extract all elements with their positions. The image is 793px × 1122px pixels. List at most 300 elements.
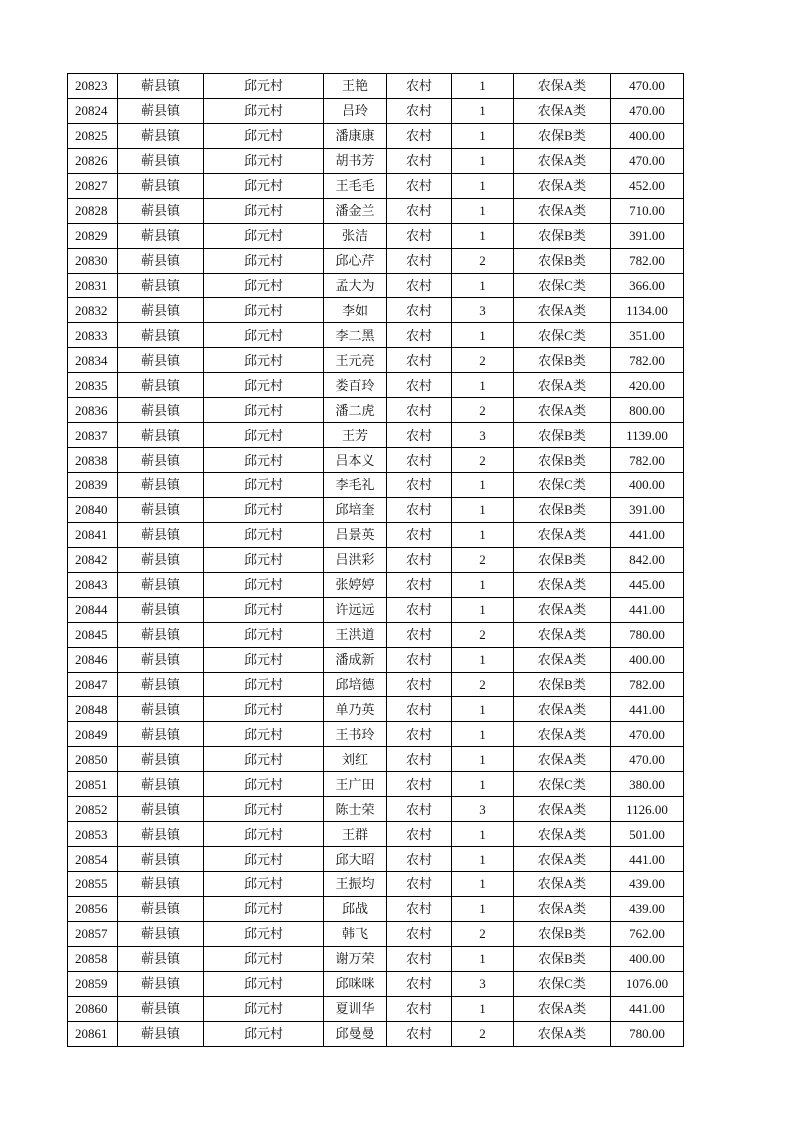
town-cell: 蕲县镇 xyxy=(118,423,204,448)
household-type-cell: 农村 xyxy=(387,722,452,747)
village-cell: 邱元村 xyxy=(204,921,324,946)
amount-cell: 452.00 xyxy=(611,173,684,198)
insurance-category-cell: 农保B类 xyxy=(514,672,611,697)
amount-cell: 366.00 xyxy=(611,273,684,298)
person-name-cell: 王振均 xyxy=(324,872,387,897)
household-size-cell: 1 xyxy=(452,572,514,597)
record-id-cell: 20855 xyxy=(68,872,118,897)
record-id-cell: 20823 xyxy=(68,74,118,99)
amount-cell: 441.00 xyxy=(611,597,684,622)
village-cell: 邱元村 xyxy=(204,98,324,123)
insurance-category-cell: 农保A类 xyxy=(514,697,611,722)
person-name-cell: 吕洪彩 xyxy=(324,547,387,572)
household-type-cell: 农村 xyxy=(387,298,452,323)
record-id-cell: 20836 xyxy=(68,398,118,423)
table-row xyxy=(68,547,684,572)
insurance-category-cell: 农保A类 xyxy=(514,872,611,897)
person-name-cell: 邱培奎 xyxy=(324,497,387,522)
town-cell: 蕲县镇 xyxy=(118,872,204,897)
amount-cell: 780.00 xyxy=(611,1021,684,1046)
insurance-category-cell: 农保C类 xyxy=(514,473,611,498)
record-id-cell: 20831 xyxy=(68,273,118,298)
household-size-cell: 1 xyxy=(452,223,514,248)
person-name-cell: 邱战 xyxy=(324,896,387,921)
amount-cell: 391.00 xyxy=(611,223,684,248)
person-name-cell: 陈士荣 xyxy=(324,797,387,822)
household-type-cell: 农村 xyxy=(387,98,452,123)
household-size-cell: 2 xyxy=(452,248,514,273)
town-cell: 蕲县镇 xyxy=(118,647,204,672)
record-id-cell: 20861 xyxy=(68,1021,118,1046)
person-name-cell: 王毛毛 xyxy=(324,173,387,198)
insurance-category-cell: 农保B类 xyxy=(514,348,611,373)
village-cell: 邱元村 xyxy=(204,323,324,348)
household-type-cell: 农村 xyxy=(387,323,452,348)
table-row xyxy=(68,946,684,971)
insurance-category-cell: 农保A类 xyxy=(514,572,611,597)
table-row xyxy=(68,772,684,797)
insurance-category-cell: 农保B类 xyxy=(514,248,611,273)
table-row xyxy=(68,797,684,822)
record-id-cell: 20843 xyxy=(68,572,118,597)
insurance-category-cell: 农保A类 xyxy=(514,522,611,547)
household-type-cell: 农村 xyxy=(387,148,452,173)
town-cell: 蕲县镇 xyxy=(118,697,204,722)
table-row xyxy=(68,273,684,298)
village-cell: 邱元村 xyxy=(204,946,324,971)
household-size-cell: 2 xyxy=(452,547,514,572)
insurance-category-cell: 农保A类 xyxy=(514,797,611,822)
town-cell: 蕲县镇 xyxy=(118,672,204,697)
amount-cell: 441.00 xyxy=(611,847,684,872)
town-cell: 蕲县镇 xyxy=(118,996,204,1021)
town-cell: 蕲县镇 xyxy=(118,971,204,996)
town-cell: 蕲县镇 xyxy=(118,148,204,173)
person-name-cell: 邱咪咪 xyxy=(324,971,387,996)
record-id-cell: 20856 xyxy=(68,896,118,921)
amount-cell: 800.00 xyxy=(611,398,684,423)
household-type-cell: 农村 xyxy=(387,996,452,1021)
insurance-category-cell: 农保A类 xyxy=(514,896,611,921)
village-cell: 邱元村 xyxy=(204,398,324,423)
record-id-cell: 20858 xyxy=(68,946,118,971)
household-type-cell: 农村 xyxy=(387,896,452,921)
table-row xyxy=(68,298,684,323)
town-cell: 蕲县镇 xyxy=(118,522,204,547)
table-row xyxy=(68,74,684,99)
household-type-cell: 农村 xyxy=(387,872,452,897)
household-type-cell: 农村 xyxy=(387,398,452,423)
record-id-cell: 20840 xyxy=(68,497,118,522)
person-name-cell: 吕景英 xyxy=(324,522,387,547)
insurance-category-cell: 农保A类 xyxy=(514,373,611,398)
insurance-category-cell: 农保B类 xyxy=(514,946,611,971)
household-type-cell: 农村 xyxy=(387,522,452,547)
town-cell: 蕲县镇 xyxy=(118,298,204,323)
village-cell: 邱元村 xyxy=(204,697,324,722)
amount-cell: 420.00 xyxy=(611,373,684,398)
village-cell: 邱元村 xyxy=(204,672,324,697)
insurance-category-cell: 农保B类 xyxy=(514,921,611,946)
household-type-cell: 农村 xyxy=(387,173,452,198)
insurance-category-cell: 农保B类 xyxy=(514,547,611,572)
household-type-cell: 农村 xyxy=(387,273,452,298)
record-id-cell: 20845 xyxy=(68,622,118,647)
village-cell: 邱元村 xyxy=(204,597,324,622)
household-type-cell: 农村 xyxy=(387,373,452,398)
town-cell: 蕲县镇 xyxy=(118,597,204,622)
household-type-cell: 农村 xyxy=(387,772,452,797)
table-row xyxy=(68,896,684,921)
person-name-cell: 王元亮 xyxy=(324,348,387,373)
town-cell: 蕲县镇 xyxy=(118,547,204,572)
amount-cell: 400.00 xyxy=(611,123,684,148)
person-name-cell: 潘金兰 xyxy=(324,198,387,223)
record-id-cell: 20847 xyxy=(68,672,118,697)
town-cell: 蕲县镇 xyxy=(118,946,204,971)
town-cell: 蕲县镇 xyxy=(118,497,204,522)
insurance-category-cell: 农保B类 xyxy=(514,448,611,473)
table-row xyxy=(68,1021,684,1046)
household-size-cell: 1 xyxy=(452,697,514,722)
person-name-cell: 吕本义 xyxy=(324,448,387,473)
table-row xyxy=(68,398,684,423)
household-type-cell: 农村 xyxy=(387,672,452,697)
insurance-category-cell: 农保B类 xyxy=(514,497,611,522)
household-type-cell: 农村 xyxy=(387,497,452,522)
village-cell: 邱元村 xyxy=(204,797,324,822)
record-id-cell: 20848 xyxy=(68,697,118,722)
table-row xyxy=(68,423,684,448)
amount-cell: 782.00 xyxy=(611,448,684,473)
insurance-category-cell: 农保A类 xyxy=(514,747,611,772)
household-size-cell: 3 xyxy=(452,971,514,996)
town-cell: 蕲县镇 xyxy=(118,323,204,348)
village-cell: 邱元村 xyxy=(204,248,324,273)
amount-cell: 762.00 xyxy=(611,921,684,946)
insurance-category-cell: 农保A类 xyxy=(514,1021,611,1046)
amount-cell: 782.00 xyxy=(611,672,684,697)
person-name-cell: 张洁 xyxy=(324,223,387,248)
amount-cell: 470.00 xyxy=(611,148,684,173)
insurance-category-cell: 农保A类 xyxy=(514,822,611,847)
record-id-cell: 20829 xyxy=(68,223,118,248)
household-size-cell: 1 xyxy=(452,772,514,797)
village-cell: 邱元村 xyxy=(204,896,324,921)
insurance-category-cell: 农保A类 xyxy=(514,622,611,647)
record-id-cell: 20837 xyxy=(68,423,118,448)
table-row xyxy=(68,971,684,996)
insurance-category-cell: 农保A类 xyxy=(514,298,611,323)
village-cell: 邱元村 xyxy=(204,847,324,872)
amount-cell: 1134.00 xyxy=(611,298,684,323)
village-cell: 邱元村 xyxy=(204,572,324,597)
amount-cell: 842.00 xyxy=(611,547,684,572)
amount-cell: 400.00 xyxy=(611,473,684,498)
person-name-cell: 许远远 xyxy=(324,597,387,622)
person-name-cell: 邱心芹 xyxy=(324,248,387,273)
record-id-cell: 20853 xyxy=(68,822,118,847)
village-cell: 邱元村 xyxy=(204,74,324,99)
village-cell: 邱元村 xyxy=(204,273,324,298)
table-row xyxy=(68,872,684,897)
town-cell: 蕲县镇 xyxy=(118,572,204,597)
village-cell: 邱元村 xyxy=(204,448,324,473)
village-cell: 邱元村 xyxy=(204,822,324,847)
person-name-cell: 王群 xyxy=(324,822,387,847)
household-size-cell: 1 xyxy=(452,996,514,1021)
household-size-cell: 1 xyxy=(452,273,514,298)
village-cell: 邱元村 xyxy=(204,747,324,772)
village-cell: 邱元村 xyxy=(204,872,324,897)
village-cell: 邱元村 xyxy=(204,547,324,572)
village-cell: 邱元村 xyxy=(204,148,324,173)
household-size-cell: 2 xyxy=(452,448,514,473)
person-name-cell: 王洪道 xyxy=(324,622,387,647)
amount-cell: 1139.00 xyxy=(611,423,684,448)
table-row xyxy=(68,448,684,473)
household-type-cell: 农村 xyxy=(387,946,452,971)
insurance-category-cell: 农保C类 xyxy=(514,772,611,797)
insurance-category-cell: 农保B类 xyxy=(514,223,611,248)
town-cell: 蕲县镇 xyxy=(118,348,204,373)
household-size-cell: 1 xyxy=(452,872,514,897)
insurance-category-cell: 农保A类 xyxy=(514,74,611,99)
person-name-cell: 谢万荣 xyxy=(324,946,387,971)
village-cell: 邱元村 xyxy=(204,473,324,498)
town-cell: 蕲县镇 xyxy=(118,98,204,123)
record-id-cell: 20826 xyxy=(68,148,118,173)
insurance-category-cell: 农保A类 xyxy=(514,148,611,173)
person-name-cell: 张婷婷 xyxy=(324,572,387,597)
town-cell: 蕲县镇 xyxy=(118,622,204,647)
town-cell: 蕲县镇 xyxy=(118,398,204,423)
village-cell: 邱元村 xyxy=(204,971,324,996)
amount-cell: 1076.00 xyxy=(611,971,684,996)
household-type-cell: 农村 xyxy=(387,1021,452,1046)
table-row xyxy=(68,98,684,123)
household-size-cell: 1 xyxy=(452,747,514,772)
insurance-category-cell: 农保A类 xyxy=(514,398,611,423)
person-name-cell: 潘康康 xyxy=(324,123,387,148)
village-cell: 邱元村 xyxy=(204,622,324,647)
record-id-cell: 20838 xyxy=(68,448,118,473)
record-id-cell: 20833 xyxy=(68,323,118,348)
household-size-cell: 1 xyxy=(452,822,514,847)
town-cell: 蕲县镇 xyxy=(118,173,204,198)
village-cell: 邱元村 xyxy=(204,423,324,448)
town-cell: 蕲县镇 xyxy=(118,74,204,99)
table-row xyxy=(68,572,684,597)
town-cell: 蕲县镇 xyxy=(118,772,204,797)
table-row xyxy=(68,622,684,647)
person-name-cell: 夏训华 xyxy=(324,996,387,1021)
table-row xyxy=(68,497,684,522)
table-row xyxy=(68,348,684,373)
person-name-cell: 王芳 xyxy=(324,423,387,448)
person-name-cell: 娄百玲 xyxy=(324,373,387,398)
record-id-cell: 20835 xyxy=(68,373,118,398)
amount-cell: 441.00 xyxy=(611,697,684,722)
household-type-cell: 农村 xyxy=(387,448,452,473)
table-row xyxy=(68,173,684,198)
household-size-cell: 1 xyxy=(452,74,514,99)
household-size-cell: 2 xyxy=(452,672,514,697)
town-cell: 蕲县镇 xyxy=(118,847,204,872)
household-type-cell: 农村 xyxy=(387,822,452,847)
person-name-cell: 韩飞 xyxy=(324,921,387,946)
village-cell: 邱元村 xyxy=(204,522,324,547)
town-cell: 蕲县镇 xyxy=(118,198,204,223)
table-row xyxy=(68,822,684,847)
amount-cell: 782.00 xyxy=(611,348,684,373)
town-cell: 蕲县镇 xyxy=(118,1021,204,1046)
village-cell: 邱元村 xyxy=(204,996,324,1021)
amount-cell: 470.00 xyxy=(611,74,684,99)
village-cell: 邱元村 xyxy=(204,173,324,198)
village-cell: 邱元村 xyxy=(204,298,324,323)
household-size-cell: 3 xyxy=(452,298,514,323)
town-cell: 蕲县镇 xyxy=(118,921,204,946)
table-row xyxy=(68,473,684,498)
table-row xyxy=(68,921,684,946)
table-row xyxy=(68,323,684,348)
amount-cell: 391.00 xyxy=(611,497,684,522)
household-type-cell: 农村 xyxy=(387,847,452,872)
person-name-cell: 邱培德 xyxy=(324,672,387,697)
village-cell: 邱元村 xyxy=(204,722,324,747)
amount-cell: 445.00 xyxy=(611,572,684,597)
village-cell: 邱元村 xyxy=(204,348,324,373)
household-size-cell: 1 xyxy=(452,597,514,622)
household-size-cell: 1 xyxy=(452,473,514,498)
table-row xyxy=(68,847,684,872)
person-name-cell: 潘二虎 xyxy=(324,398,387,423)
village-cell: 邱元村 xyxy=(204,373,324,398)
amount-cell: 441.00 xyxy=(611,996,684,1021)
person-name-cell: 邱大昭 xyxy=(324,847,387,872)
town-cell: 蕲县镇 xyxy=(118,273,204,298)
town-cell: 蕲县镇 xyxy=(118,448,204,473)
table-row xyxy=(68,148,684,173)
table-row xyxy=(68,697,684,722)
town-cell: 蕲县镇 xyxy=(118,797,204,822)
record-id-cell: 20825 xyxy=(68,123,118,148)
household-type-cell: 农村 xyxy=(387,423,452,448)
table-row xyxy=(68,198,684,223)
household-type-cell: 农村 xyxy=(387,971,452,996)
record-id-cell: 20859 xyxy=(68,971,118,996)
amount-cell: 400.00 xyxy=(611,946,684,971)
household-size-cell: 2 xyxy=(452,398,514,423)
table-row xyxy=(68,223,684,248)
amount-cell: 501.00 xyxy=(611,822,684,847)
household-type-cell: 农村 xyxy=(387,622,452,647)
record-id-cell: 20846 xyxy=(68,647,118,672)
person-name-cell: 潘成新 xyxy=(324,647,387,672)
record-id-cell: 20824 xyxy=(68,98,118,123)
town-cell: 蕲县镇 xyxy=(118,473,204,498)
amount-cell: 782.00 xyxy=(611,248,684,273)
town-cell: 蕲县镇 xyxy=(118,722,204,747)
record-id-cell: 20841 xyxy=(68,522,118,547)
table-row xyxy=(68,522,684,547)
village-cell: 邱元村 xyxy=(204,497,324,522)
insurance-category-cell: 农保A类 xyxy=(514,647,611,672)
household-type-cell: 农村 xyxy=(387,697,452,722)
insurance-category-cell: 农保A类 xyxy=(514,98,611,123)
insurance-category-cell: 农保B类 xyxy=(514,123,611,148)
household-type-cell: 农村 xyxy=(387,473,452,498)
household-type-cell: 农村 xyxy=(387,597,452,622)
record-id-cell: 20849 xyxy=(68,722,118,747)
household-size-cell: 1 xyxy=(452,497,514,522)
amount-cell: 1126.00 xyxy=(611,797,684,822)
household-size-cell: 2 xyxy=(452,348,514,373)
household-size-cell: 1 xyxy=(452,847,514,872)
table-row xyxy=(68,597,684,622)
record-id-cell: 20842 xyxy=(68,547,118,572)
beneficiary-table xyxy=(67,73,684,1047)
person-name-cell: 单乃英 xyxy=(324,697,387,722)
record-id-cell: 20830 xyxy=(68,248,118,273)
town-cell: 蕲县镇 xyxy=(118,248,204,273)
record-id-cell: 20860 xyxy=(68,996,118,1021)
village-cell: 邱元村 xyxy=(204,123,324,148)
village-cell: 邱元村 xyxy=(204,198,324,223)
insurance-category-cell: 农保A类 xyxy=(514,996,611,1021)
household-size-cell: 1 xyxy=(452,522,514,547)
insurance-category-cell: 农保A类 xyxy=(514,847,611,872)
amount-cell: 400.00 xyxy=(611,647,684,672)
village-cell: 邱元村 xyxy=(204,772,324,797)
household-type-cell: 农村 xyxy=(387,74,452,99)
table-row xyxy=(68,647,684,672)
record-id-cell: 20832 xyxy=(68,298,118,323)
person-name-cell: 胡书芳 xyxy=(324,148,387,173)
insurance-category-cell: 农保A类 xyxy=(514,722,611,747)
amount-cell: 470.00 xyxy=(611,722,684,747)
household-type-cell: 农村 xyxy=(387,348,452,373)
household-type-cell: 农村 xyxy=(387,223,452,248)
amount-cell: 380.00 xyxy=(611,772,684,797)
town-cell: 蕲县镇 xyxy=(118,123,204,148)
household-type-cell: 农村 xyxy=(387,123,452,148)
record-id-cell: 20852 xyxy=(68,797,118,822)
insurance-category-cell: 农保A类 xyxy=(514,198,611,223)
household-size-cell: 1 xyxy=(452,98,514,123)
household-size-cell: 1 xyxy=(452,896,514,921)
household-type-cell: 农村 xyxy=(387,797,452,822)
record-id-cell: 20857 xyxy=(68,921,118,946)
record-id-cell: 20851 xyxy=(68,772,118,797)
amount-cell: 470.00 xyxy=(611,98,684,123)
amount-cell: 351.00 xyxy=(611,323,684,348)
village-cell: 邱元村 xyxy=(204,223,324,248)
household-size-cell: 2 xyxy=(452,921,514,946)
table-row xyxy=(68,722,684,747)
record-id-cell: 20844 xyxy=(68,597,118,622)
insurance-category-cell: 农保A类 xyxy=(514,597,611,622)
table-row xyxy=(68,996,684,1021)
table-row xyxy=(68,672,684,697)
household-size-cell: 3 xyxy=(452,423,514,448)
record-id-cell: 20854 xyxy=(68,847,118,872)
household-type-cell: 农村 xyxy=(387,647,452,672)
household-type-cell: 农村 xyxy=(387,747,452,772)
household-size-cell: 1 xyxy=(452,647,514,672)
person-name-cell: 吕玲 xyxy=(324,98,387,123)
